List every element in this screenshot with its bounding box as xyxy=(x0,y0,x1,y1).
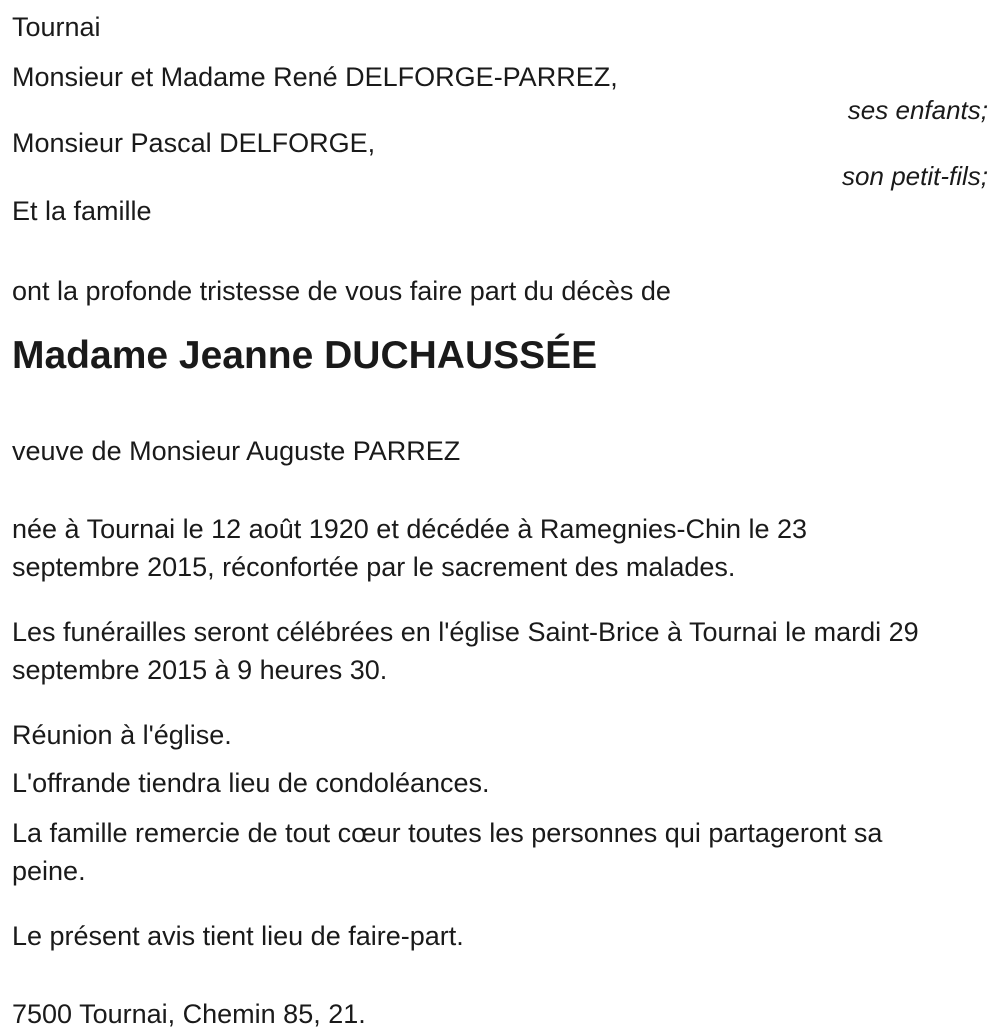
announcement-line: ont la profonde tristesse de vous faire part du décès de xyxy=(12,276,671,306)
relative-name: Monsieur et Madame René DELFORGE-PARREZ, xyxy=(12,62,618,92)
deceased-name-heading: Madame Jeanne DUCHAUSSÉE xyxy=(12,334,598,377)
relative-relation: son petit-fils; xyxy=(842,161,988,191)
family-line: Et la famille xyxy=(12,196,152,226)
notice-line: Le présent avis tient lieu de faire-part. xyxy=(12,921,464,951)
thanks-line: La famille remercie de tout cœur toutes les personnes qui partageront sa peine. xyxy=(12,818,883,886)
relative-name: Monsieur Pascal DELFORGE, xyxy=(12,128,376,158)
relative-relation: ses enfants; xyxy=(847,95,988,125)
meeting-line: Réunion à l'église. xyxy=(12,720,232,750)
city-line: Tournai xyxy=(12,12,101,42)
birth-death-line: née à Tournai le 12 août 1920 et décédée à Ramegnies-Chin le 23 septembre 2015, réconfortée par le sacrement des malades. xyxy=(12,514,808,582)
offering-line: L'offrande tiendra lieu de condoléances. xyxy=(12,768,490,798)
address-line: 7500 Tournai, Chemin 85, 21. xyxy=(12,999,366,1029)
funeral-details-line: Les funérailles seront célébrées en l'église Saint-Brice à Tournai le mardi 29 septembre 2015 à 9 heures 30. xyxy=(12,617,919,685)
widow-line: veuve de Monsieur Auguste PARREZ xyxy=(12,436,461,466)
